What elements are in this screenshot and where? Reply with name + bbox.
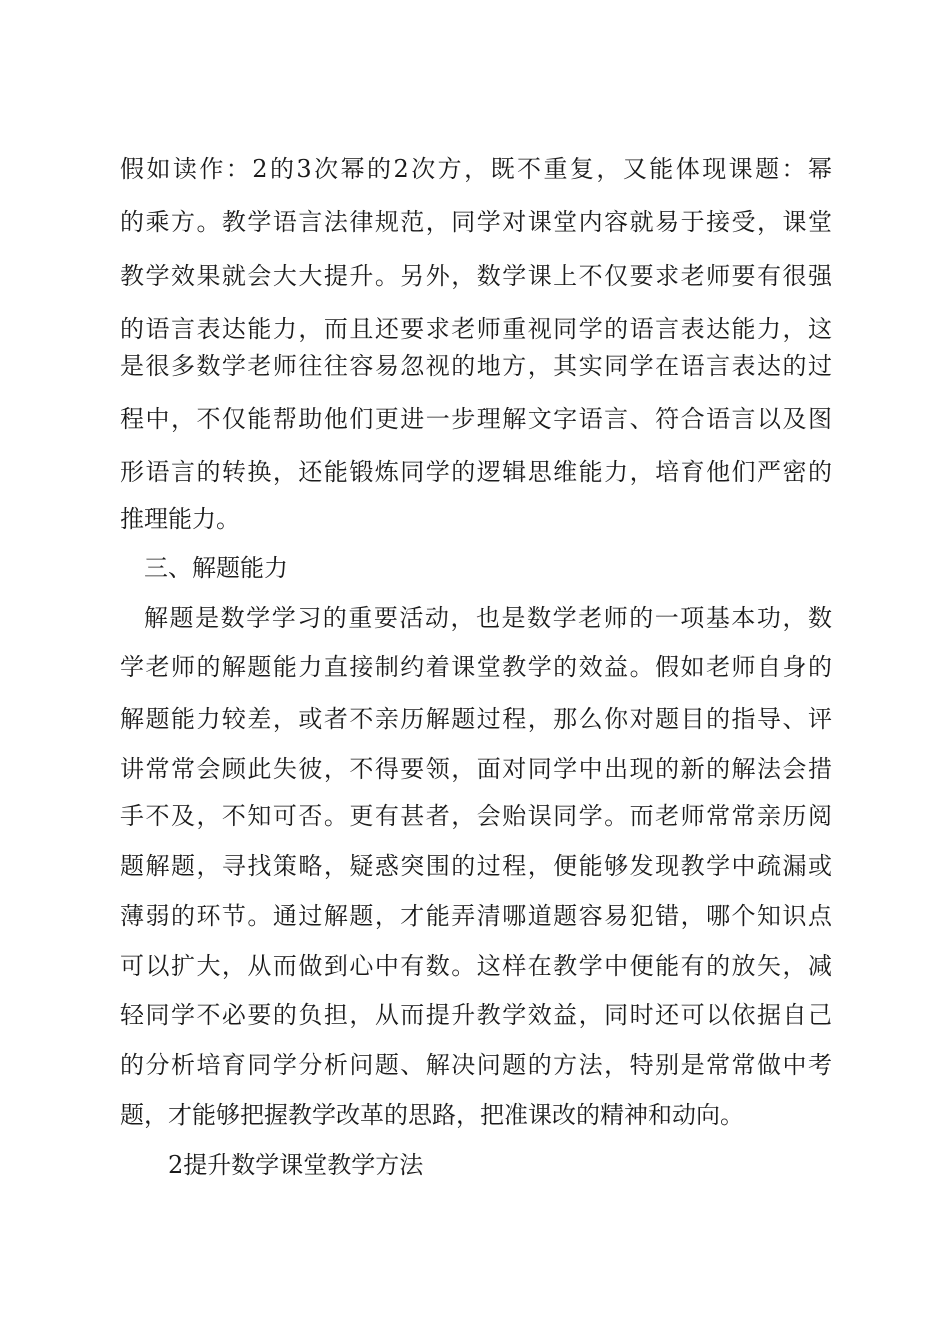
section-heading-improve-methods: 2提升数学课堂教学方法 xyxy=(168,1151,424,1179)
paragraph-2-line-3: 解题能力较差，或者不亲历解题过程，那么你对题目的指导、评 xyxy=(120,705,832,733)
paragraph-1-line-6: 程中，不仅能帮助他们更进一步理解文字语言、符合语言以及图 xyxy=(120,405,832,433)
paragraph-1-line-3: 教学效果就会大大提升。另外，数学课上不仅要求老师要有很强 xyxy=(120,262,832,290)
paragraph-2-line-2: 学老师的解题能力直接制约着课堂教学的效益。假如老师自身的 xyxy=(120,653,832,681)
paragraph-1-line-1: 假如读作：2的3次幂的2次方，既不重复，又能体现课题：幂 xyxy=(120,155,832,183)
paragraph-2-line-10: 的分析培育同学分析问题、解决问题的方法，特别是常常做中考 xyxy=(120,1051,832,1079)
paragraph-2-line-4: 讲常常会顾此失彼，不得要领，面对同学中出现的新的解法会措 xyxy=(120,755,832,783)
paragraph-2-line-9: 轻同学不必要的负担，从而提升教学效益，同时还可以依据自己 xyxy=(120,1001,832,1029)
section-heading-solving-ability: 三、解题能力 xyxy=(144,554,288,582)
paragraph-1-line-5: 是很多数学老师往往容易忽视的地方，其实同学在语言表达的过 xyxy=(120,352,832,380)
paragraph-2-line-5: 手不及，不知可否。更有甚者，会贻误同学。而老师常常亲历阅 xyxy=(120,802,832,830)
paragraph-1-line-4: 的语言表达能力，而且还要求老师重视同学的语言表达能力，这 xyxy=(120,315,832,343)
paragraph-1-line-8: 推理能力。 xyxy=(120,505,240,533)
paragraph-1-line-7: 形语言的转换，还能锻炼同学的逻辑思维能力，培育他们严密的 xyxy=(120,458,832,486)
paragraph-2-line-1: 解题是数学学习的重要活动，也是数学老师的一项基本功，数 xyxy=(144,604,832,632)
paragraph-1-line-2: 的乘方。教学语言法律规范，同学对课堂内容就易于接受，课堂 xyxy=(120,208,832,236)
paragraph-2-line-11: 题，才能够把握教学改革的思路，把准课改的精神和动向。 xyxy=(120,1101,744,1129)
paragraph-2-line-7: 薄弱的环节。通过解题，才能弄清哪道题容易犯错，哪个知识点 xyxy=(120,902,832,930)
paragraph-2-line-6: 题解题，寻找策略，疑惑突围的过程，便能够发现教学中疏漏或 xyxy=(120,852,832,880)
paragraph-2-line-8: 可以扩大，从而做到心中有数。这样在教学中便能有的放矢，减 xyxy=(120,952,832,980)
